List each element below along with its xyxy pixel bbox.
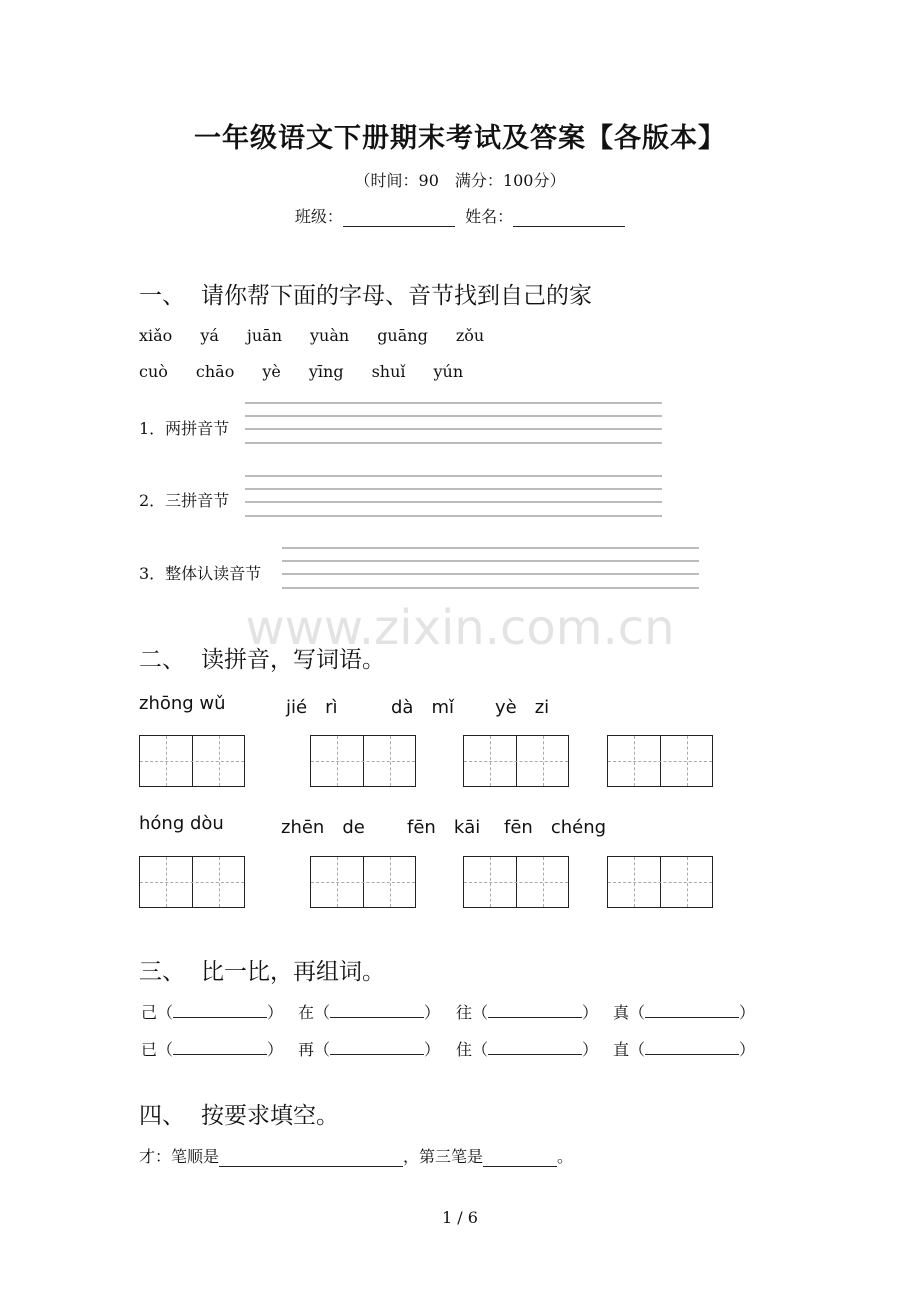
section-1-heading [139,277,592,310]
writing-lines-2[interactable] [245,475,662,523]
section-1-number: 一、 [139,283,185,309]
answer-blank[interactable] [645,1003,739,1018]
answer-blank[interactable] [330,1040,424,1055]
class-label: 班级： [294,207,343,226]
compare-item: 己（ ） [141,1003,284,1022]
writing-grid[interactable] [310,856,416,908]
answer-blank[interactable] [488,1003,582,1018]
syllable: xiǎo [139,326,173,345]
pinyin-word: jié rì [286,697,338,718]
pinyin-word: zhōng wǔ [139,693,226,714]
answer-blank[interactable] [173,1003,267,1018]
answer-blank[interactable] [645,1040,739,1055]
writing-grid[interactable] [139,856,245,908]
syllable: chāo [195,362,235,381]
syllable: yá [200,326,219,345]
pinyin-word: dà mǐ [391,697,454,718]
name-label: 姓名： [465,207,514,226]
section-4-title: 按要求填空。 [201,1103,339,1129]
section-2-heading [139,641,385,674]
syllable-row-2 [139,362,491,381]
pinyin-word: fēn kāi [407,817,481,838]
compare-item: 已（ ） [141,1040,284,1059]
item-whole-syllables: 3．整体认读音节 [139,564,262,583]
syllable: juān [246,326,282,345]
compare-item: 在（ ） [298,1003,441,1022]
writing-grid[interactable] [607,856,713,908]
page-title: 一年级语文下册期末考试及答案【各版本】 [194,123,726,154]
compare-item: 住（ ） [456,1040,599,1059]
exam-info: （时间：90 满分：100分） [354,171,566,190]
writing-lines-3[interactable] [282,547,699,595]
syllable: yè [262,362,281,381]
syllable: zǒu [455,326,485,345]
writing-grid[interactable] [139,735,245,787]
answer-blank[interactable] [330,1003,424,1018]
section-3-number: 三、 [139,959,185,985]
student-info-line [0,204,920,227]
name-blank[interactable] [513,208,625,227]
writing-lines-1[interactable] [245,402,662,450]
syllable-row-1 [139,326,512,345]
pinyin-word: yè zi [495,697,550,718]
compare-item: 直（ ） [613,1040,756,1059]
class-blank[interactable] [343,208,455,227]
pinyin-word: hóng dòu [139,813,224,834]
section-3-heading [139,953,385,986]
writing-grid[interactable] [463,856,569,908]
page-number: 1 / 6 [442,1208,478,1227]
watermark: www.zixin.com.cn [245,600,675,656]
syllable: yīng [308,362,344,381]
answer-blank[interactable] [173,1040,267,1055]
syllable: cuò [139,362,168,381]
pinyin-word: zhēn de [281,817,365,838]
writing-grid[interactable] [310,735,416,787]
section-3-title: 比一比，再组词。 [201,959,385,985]
section-2-number: 二、 [139,647,185,673]
syllable: yún [433,362,464,381]
pinyin-word: fēn chéng [504,817,607,838]
writing-grid[interactable] [463,735,569,787]
section-2-title: 读拼音，写词语。 [201,647,385,673]
item-three-letter-syllables: 2．三拼音节 [139,491,230,510]
syllable: guāng [377,326,428,345]
answer-blank[interactable] [488,1040,582,1055]
compare-item: 再（ ） [298,1040,441,1059]
writing-grid[interactable] [607,735,713,787]
section-1-title: 请你帮下面的字母、音节找到自己的家 [201,283,592,309]
section-4-number: 四、 [139,1103,185,1129]
stroke-order-question: 才：笔顺是 ，第三笔是 。 [139,1147,574,1166]
compare-item: 真（ ） [613,1003,756,1022]
section-4-heading [139,1097,339,1130]
third-stroke-blank[interactable] [483,1150,557,1167]
item-two-letter-syllables: 1．两拼音节 [139,419,230,438]
syllable: shuǐ [371,362,406,381]
stroke-order-blank[interactable] [219,1150,403,1167]
compare-item: 往（ ） [456,1003,599,1022]
syllable: yuàn [310,326,350,345]
